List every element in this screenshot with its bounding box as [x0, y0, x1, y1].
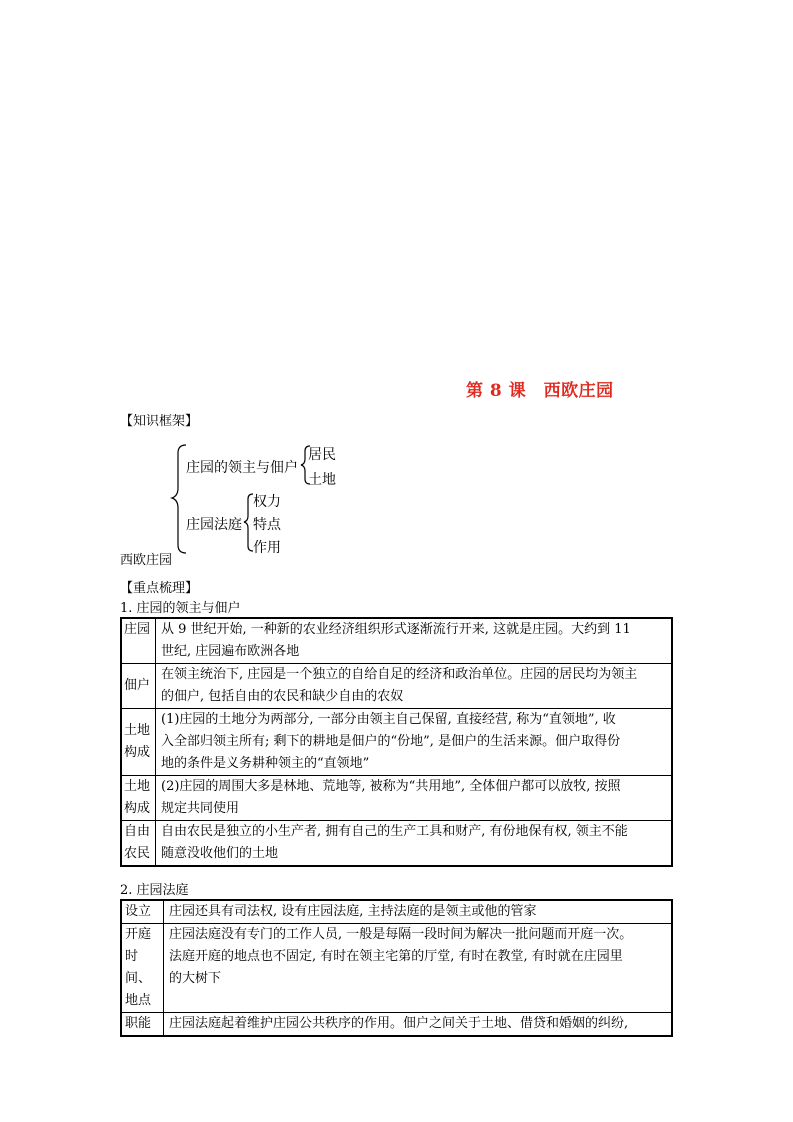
row-label: 自由 农民 — [121, 821, 156, 867]
table-row — [121, 776, 672, 821]
row-content: 在领主统治下, 庄园是一个独立的自给自足的经济和政治单位。庄园的居民均为领主 的佃户, 包括自由的农民和缺少自由的农奴 — [156, 664, 673, 709]
framework-branch-manor-court: 庄园法庭 — [186, 517, 242, 533]
row-label: 设立 — [121, 900, 164, 924]
framework-leaf-land: 土地 — [308, 472, 336, 488]
row-label: 职能 — [121, 1013, 164, 1037]
table-row — [121, 1013, 672, 1037]
table-row — [121, 924, 672, 1013]
row-content: 从 9 世纪开始, 一种新的农业经济组织形式逐渐流行开来, 这就是庄园。大约到 11 世纪, 庄园遍布欧洲各地 — [156, 618, 673, 664]
row-content: 庄园还具有司法权, 设有庄园法庭, 主持法庭的是领主或他的管家 — [164, 900, 673, 924]
row-content: (2)庄园的周围大多是林地、荒地等, 被称为“共用地”, 全体佃户都可以放牧, 按照 规定共同使用 — [156, 776, 673, 821]
manor-court-table — [120, 899, 673, 1037]
framework-heading: 【知识框架】 — [120, 414, 199, 429]
framework-leaf-function: 作用 — [253, 540, 281, 556]
row-label: 土地 构成 — [121, 709, 156, 776]
section1-title: 1. 庄园的领主与佃户 — [120, 601, 241, 616]
table-row — [121, 821, 672, 867]
framework-leaf-residents: 居民 — [308, 447, 336, 463]
lord-tenant-table — [120, 617, 673, 867]
table-row — [121, 709, 672, 776]
section2-title: 2. 庄园法庭 — [120, 883, 189, 898]
row-content: (1)庄园的土地分为两部分, 一部分由领主自己保留, 直接经营, 称为“直领地”, 收 入全部归领主所有; 剩下的耕地是佃户的“份地”, 是佃户的生活来源。佃户取得份 地的条件是义务耕种领主的“直领地” — [156, 709, 673, 776]
row-content: 庄园法庭没有专门的工作人员, 一般是每隔一段时间为解决一批问题而开庭一次。 法庭开庭的地点也不固定, 有时在领主宅第的厅堂, 有时在教堂, 有时就在庄园里 的大树下 — [164, 924, 673, 1013]
framework-branch-lord-tenant: 庄园的领主与佃户 — [186, 460, 298, 476]
page-title: 第 8 课 西欧庄园 — [466, 381, 614, 401]
row-content: 庄园法庭起着维护庄园公共秩序的作用。佃户之间关于土地、借贷和婚姻的纠纷, — [164, 1013, 673, 1037]
row-content: 自由农民是独立的小生产者, 拥有自己的生产工具和财产, 有份地保有权, 领主不能 随意没收他们的土地 — [156, 821, 673, 867]
row-label: 庄园 — [121, 618, 156, 664]
key-points-heading: 【重点梳理】 — [120, 581, 199, 596]
framework-leaf-power: 权力 — [253, 494, 281, 510]
root-brace — [172, 445, 186, 553]
row-label: 土地 构成 — [121, 776, 156, 821]
table-row — [121, 664, 672, 709]
framework-leaf-features: 特点 — [253, 517, 281, 533]
row-label: 开庭 时间、 地点 — [121, 924, 164, 1013]
framework-root: 西欧庄园 — [120, 553, 173, 568]
branch2-brace — [244, 494, 253, 551]
table-row — [121, 900, 672, 924]
table-row — [121, 618, 672, 664]
row-label: 佃户 — [121, 664, 156, 709]
